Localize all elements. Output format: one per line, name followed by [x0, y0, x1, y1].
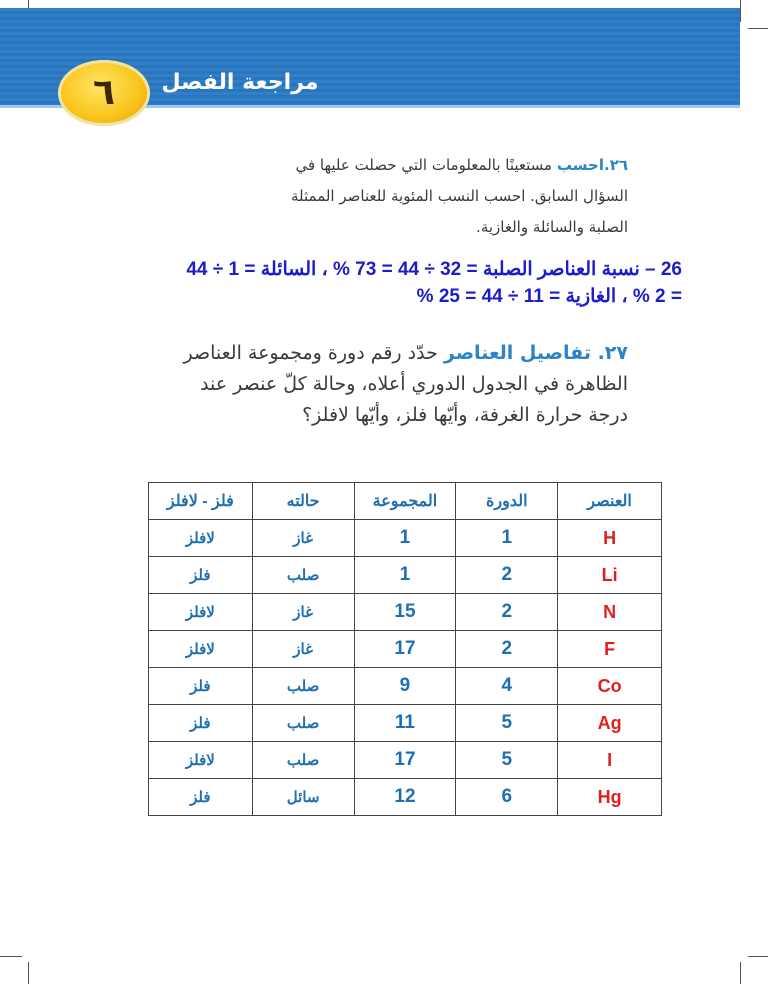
question-keyword: تفاصيل العناصر: [443, 342, 591, 364]
table-row: [149, 594, 662, 631]
question-26: ٢٦.احسب مستعينًا بالمعلومات التي حصلت عليها في السؤال السابق. احسب النسب المئوية للعناصر الممثلة الصلبة والسائلة والغازية.: [290, 156, 628, 236]
state-cell: غاز: [252, 520, 354, 557]
answer-line: 26 – نسبة العناصر الصلبة = 32 ÷ 44 = 73 % ، السائلة = 1 ÷ 44: [186, 259, 682, 280]
answer-line: = 2 % ، الغازية = 11 ÷ 44 = 25 %: [416, 286, 682, 307]
column-header-state: حالته: [252, 483, 354, 520]
table-header-row: [149, 483, 662, 520]
question-27: ٢٧. تفاصيل العناصر حدّد رقم دورة ومجموعة العناصر الظاهرة في الجدول الدوري أعلاه، وحالة كلّ عنصر عند درجة حرارة الغرفة، وأيّها فلز، وأيّها لافلز؟: [183, 342, 628, 426]
metal-type-cell: فلز: [149, 779, 253, 816]
state-cell: صلب: [252, 742, 354, 779]
period-cell: 2: [456, 631, 558, 668]
period-cell: 4: [456, 668, 558, 705]
elements-table: [148, 482, 662, 816]
element-symbol-cell: Co: [558, 668, 662, 705]
element-symbol-cell: F: [558, 631, 662, 668]
group-cell: 11: [354, 705, 456, 742]
metal-type-cell: فلز: [149, 557, 253, 594]
group-cell: 12: [354, 779, 456, 816]
element-symbol-cell: Ag: [558, 705, 662, 742]
metal-type-cell: لافلز: [149, 742, 253, 779]
period-cell: 2: [456, 557, 558, 594]
element-symbol-cell: H: [558, 520, 662, 557]
state-cell: سائل: [252, 779, 354, 816]
period-cell: 5: [456, 705, 558, 742]
table-row: [149, 705, 662, 742]
group-cell: 1: [354, 557, 456, 594]
metal-type-cell: لافلز: [149, 631, 253, 668]
metal-type-cell: لافلز: [149, 520, 253, 557]
group-cell: 17: [354, 742, 456, 779]
crop-mark: [740, 962, 741, 984]
group-cell: 1: [354, 520, 456, 557]
question-keyword: احسب: [556, 156, 604, 174]
element-symbol-cell: N: [558, 594, 662, 631]
state-cell: صلب: [252, 668, 354, 705]
group-cell: 17: [354, 631, 456, 668]
page-title: مراجعة الفصل: [161, 70, 319, 95]
state-cell: صلب: [252, 557, 354, 594]
column-header-element: العنصر: [558, 483, 662, 520]
table-row: [149, 557, 662, 594]
period-cell: 2: [456, 594, 558, 631]
chapter-number: ٦: [93, 72, 115, 113]
metal-type-cell: فلز: [149, 668, 253, 705]
question-number: ٢٧: [604, 342, 628, 364]
table-row: [149, 668, 662, 705]
period-cell: 5: [456, 742, 558, 779]
column-header-type: فلز - لافلز: [149, 483, 253, 520]
metal-type-cell: لافلز: [149, 594, 253, 631]
answer-26: [82, 256, 682, 310]
column-header-group: المجموعة: [354, 483, 456, 520]
table-row: [149, 779, 662, 816]
element-symbol-cell: Li: [558, 557, 662, 594]
group-cell: 9: [354, 668, 456, 705]
column-header-period: الدورة: [456, 483, 558, 520]
period-cell: 1: [456, 520, 558, 557]
crop-mark: [748, 956, 768, 957]
state-cell: غاز: [252, 631, 354, 668]
table-row: [149, 520, 662, 557]
crop-mark: [748, 28, 768, 29]
crop-mark: [740, 0, 741, 22]
crop-mark: [28, 962, 29, 984]
group-cell: 15: [354, 594, 456, 631]
state-cell: صلب: [252, 705, 354, 742]
chapter-badge: [58, 60, 150, 126]
question-text: مستعينًا بالمعلومات التي حصلت عليها في السؤال السابق. احسب النسب المئوية للعناصر الممثلة الصلبة والسائلة والغازية.: [290, 156, 628, 236]
question-number: ٢٦: [609, 156, 628, 174]
metal-type-cell: فلز: [149, 705, 253, 742]
table-row: [149, 631, 662, 668]
table-row: [149, 742, 662, 779]
period-cell: 6: [456, 779, 558, 816]
element-symbol-cell: I: [558, 742, 662, 779]
element-symbol-cell: Hg: [558, 779, 662, 816]
state-cell: غاز: [252, 594, 354, 631]
question-text: حدّد رقم دورة ومجموعة العناصر الظاهرة في الجدول الدوري أعلاه، وحالة كلّ عنصر عند درجة حرارة الغرفة، وأيّها فلز، وأيّها لافلز؟: [183, 342, 628, 426]
crop-mark: [0, 956, 22, 957]
